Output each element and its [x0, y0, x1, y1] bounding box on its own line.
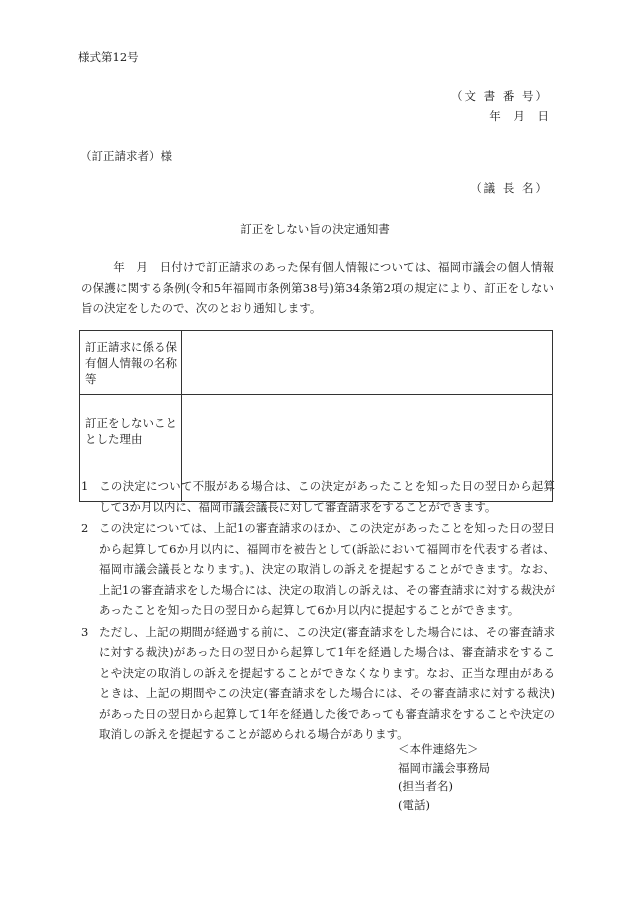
- contact-heading: ＜本件連絡先＞: [398, 742, 479, 756]
- document-title: 訂正をしない旨の決定通知書: [240, 222, 390, 236]
- note-text: この決定については、上記1の審査請求のほか、この決定があったことを知った日の翌日から起算して6か月以内に、福岡市を被告として(訴訟において福岡市を代表する者は、福岡市議会議長となります。)、決定の取消しの訴えを提起することができます。なお、上記1の審査請求をした場合には、決定の取消しの訴えは、その審査請求に対する裁決があったことを知った日の翌日から起算して6か月以内に提起することができます。: [99, 521, 555, 617]
- note-item: [81, 622, 555, 745]
- contact-person: (担当者名): [398, 779, 453, 793]
- note-number: 3: [81, 624, 89, 639]
- table-value[interactable]: [182, 331, 553, 395]
- contact-block: [398, 740, 490, 814]
- table-label: 訂正をしないこととした理由: [80, 395, 182, 502]
- note-item: [81, 518, 555, 621]
- note-text: この決定について不服がある場合は、この決定があったことを知った日の翌日から起算して3か月以内に、福岡市議会議長に対して審査請求をすることができます。: [99, 479, 555, 514]
- contact-phone: (電話): [398, 797, 430, 812]
- form-number: 様式第12号: [78, 50, 139, 64]
- note-number: 1: [81, 479, 89, 493]
- body-paragraph: 年 月 日付けで訂正請求のあった保有個人情報については、福岡市議会の個人情報の保護に関する条例(令和5年福岡市条例第38号)第34条第2項の規定により、訂正をしない旨の決定をしたので、次のとおり通知します。: [81, 260, 554, 315]
- date-line: 年 月 日: [489, 109, 549, 123]
- document-number: （文 書 番 号）: [451, 89, 549, 103]
- chair-name: （議 長 名）: [470, 181, 549, 195]
- note-item: [81, 476, 555, 517]
- note-number: 2: [81, 521, 89, 535]
- notes-list: [81, 476, 555, 746]
- table-label: 訂正請求に係る保有個人情報の名称等: [80, 331, 182, 395]
- contact-office: 福岡市議会事務局: [398, 760, 490, 775]
- addressee: （訂正請求者）様: [80, 149, 172, 163]
- note-text: ただし、上記の期間が経過する前に、この決定(審査請求をした場合には、その審査請求に対する裁決)があった日の翌日から起算して1年を経過した場合は、審査請求をすることや決定の取消しの訴えを提起することができなくなります。なお、正当な理由があるときは、上記の期間やこの決定(審査請求をした場合には、その審査請求に対する裁決)があった日の翌日から起算して1年を経過した後であっても審査請求をすることや決定の取消しの訴えを提起することが認められる場合があります。: [99, 624, 555, 741]
- table-row: [80, 331, 553, 395]
